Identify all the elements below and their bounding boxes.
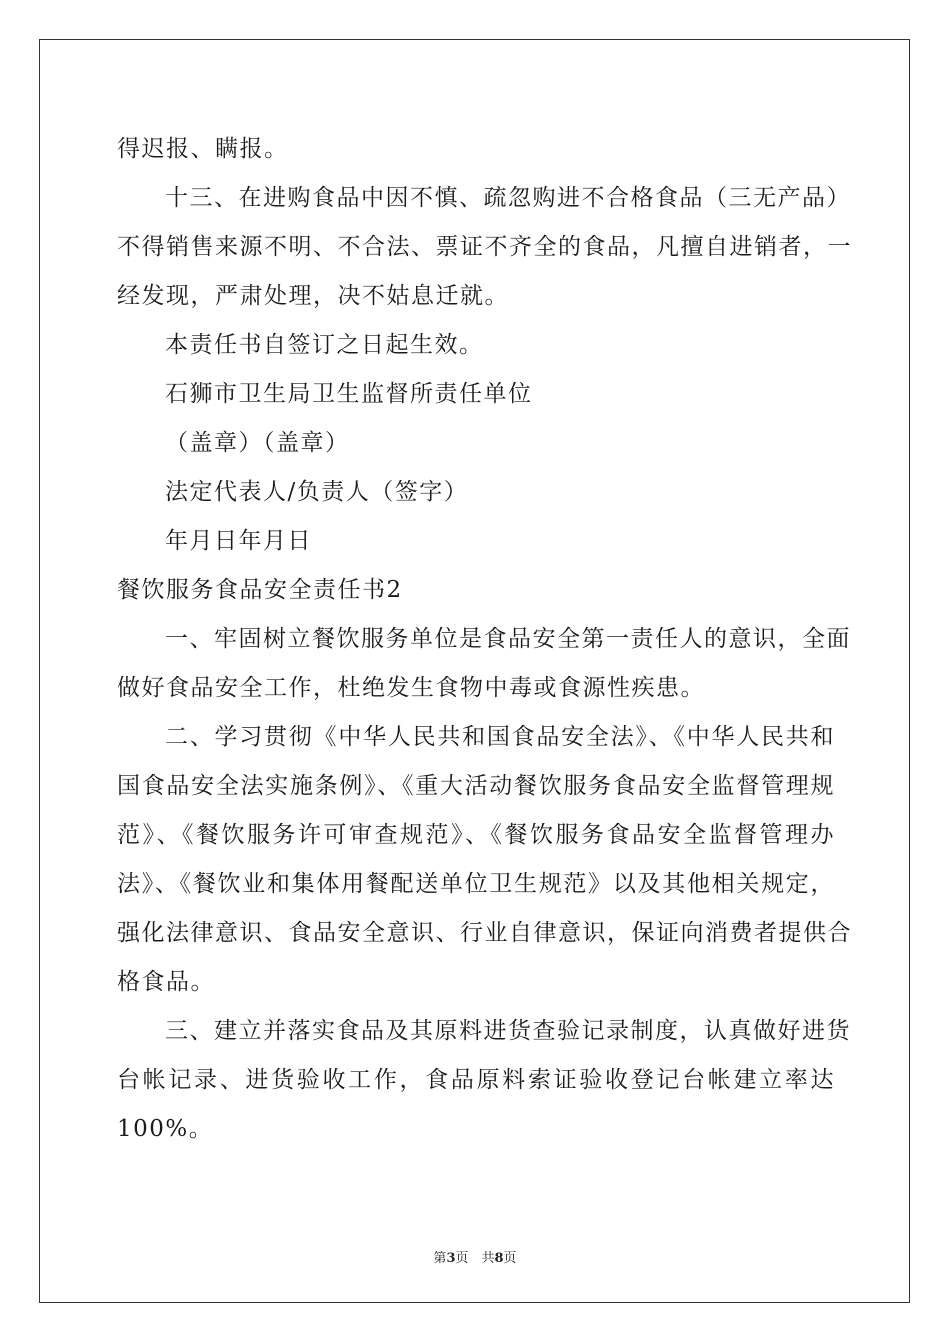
text-line: 法定代表人/负责人（签字） xyxy=(165,479,469,505)
text-line: 一、牢固树立餐饮服务单位是食品安全第一责任人的意识，全面 xyxy=(165,626,851,652)
text-line: 十三、在进购食品中因不慎、疏忽购进不合格食品（三无产品） xyxy=(165,185,851,211)
text-line: 100%。 xyxy=(117,1116,214,1142)
document-body xyxy=(117,125,852,1154)
text-line: 二、学习贯彻《中华人民共和国食品安全法》、《中华人民共和 xyxy=(165,724,835,750)
text-line: 格食品。 xyxy=(117,969,215,995)
page-number-current: 3 xyxy=(446,1251,456,1266)
text-line: 得迟报、瞒报。 xyxy=(117,136,289,162)
text-line: 做好食品安全工作，杜绝发生食物中毒或食源性疾患。 xyxy=(117,675,705,701)
section-heading: 餐饮服务食品安全责任书2 xyxy=(117,577,403,603)
text-line: （盖章）（盖章） xyxy=(165,430,350,456)
text-line: 本责任书自签订之日起生效。 xyxy=(165,332,484,358)
text-line: 三、建立并落实食品及其原料进货查验记录制度，认真做好进货 xyxy=(165,1018,851,1044)
page-number-mid: 页 共 xyxy=(455,1251,495,1266)
page-number-prefix: 第 xyxy=(433,1251,447,1266)
text-line: 台帐记录、进货验收工作，食品原料索证验收登记台帐建立率达 xyxy=(117,1067,835,1093)
page-number xyxy=(0,1247,950,1266)
text-line: 国食品安全法实施条例》、《重大活动餐饮服务食品安全监督管理规 xyxy=(117,773,835,799)
page-number-total: 8 xyxy=(494,1251,504,1266)
text-line: 不得销售来源不明、不合法、票证不齐全的食品，凡擅自进销者，一 xyxy=(117,234,852,260)
text-line: 范》、《餐饮服务许可审查规范》、《餐饮服务食品安全监督管理办 xyxy=(117,822,835,848)
text-line: 经发现，严肃处理，决不姑息迁就。 xyxy=(117,283,509,309)
text-line: 年月日年月日 xyxy=(165,528,312,554)
page-number-suffix: 页 xyxy=(503,1251,517,1266)
text-line: 强化法律意识、食品安全意识、行业自律意识，保证向消费者提供合 xyxy=(117,920,852,946)
text-line: 法》、《餐饮业和集体用餐配送单位卫生规范》以及其他相关规定， xyxy=(117,871,835,897)
text-line: 石狮市卫生局卫生监督所责任单位 xyxy=(165,381,533,407)
